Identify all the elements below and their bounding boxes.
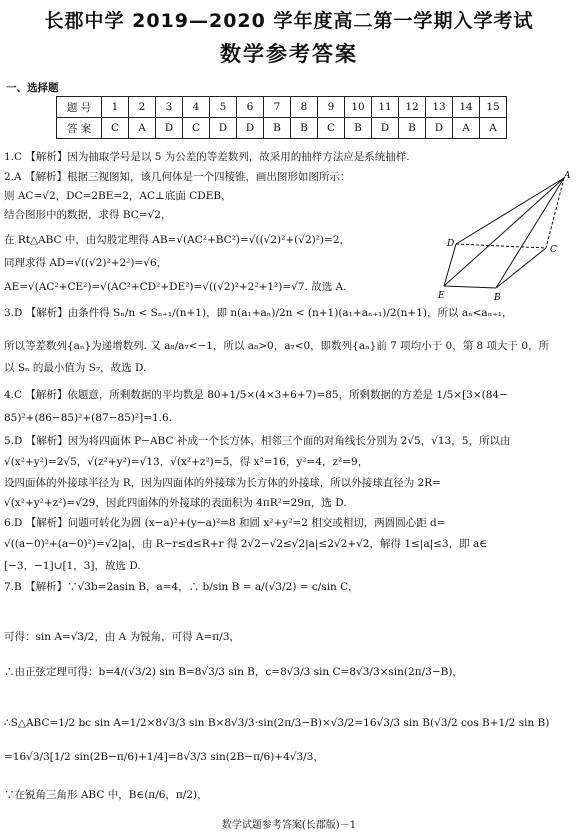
solution-line: √((a−0)²+(a−0)²)=√2|a|，由 R−r≤d≤R+r 得 2√2−√2≤√2|a|≤2√2+√2，解得 1≤|a|≤3，即 a∈ xyxy=(4,538,487,550)
solution-line: 所以等差数列{aₙ}为递增数列. 又 a₈/a₇<−1，所以 a₈>0，a₇<0，即数列{aₙ}前 7 项均小于 0，第 8 项大于 0，所 xyxy=(4,340,550,352)
exam-title: 长郡中学 2019—2020 学年度高二第一学期入学考试 xyxy=(44,10,534,32)
solution-line: 则 AC=√2，DC=2BE=2，AC⊥底面 CDEB， xyxy=(4,190,232,202)
row-label: 题 号 xyxy=(57,97,102,118)
question-number: 1 xyxy=(102,97,129,118)
solution-line: 7.B 【解析】∵√3b=2asin B，a=4，∴ b/sin B = a/(√3/2) = c/sin C， xyxy=(4,581,359,593)
question-number: 15 xyxy=(480,97,507,118)
solution-line: 2.A 【解析】根据三视图知，该几何体是一个四棱锥，画出图形如图所示： xyxy=(4,171,351,183)
solution-line: ∵在锐角三角形 ABC 中，B∈(π/6，π/2)， xyxy=(4,789,208,801)
answer-cell: B xyxy=(399,118,426,139)
answer-cell: C xyxy=(183,118,210,139)
solution-line: 以 Sₙ 的最小值为 S₇，故选 D. xyxy=(4,362,147,374)
question-number: 11 xyxy=(372,97,399,118)
answer-cell: D xyxy=(426,118,453,139)
answer-row xyxy=(57,118,507,139)
vertex-label-E: E xyxy=(438,291,445,301)
answer-cell: D xyxy=(237,118,264,139)
question-number: 5 xyxy=(210,97,237,118)
solution-line: 设四面体的外接球半径为 R，因为四面体的外接球为长方体的外接球，所以外接球直径为 2R= xyxy=(4,477,441,489)
answer-table xyxy=(56,96,507,139)
answer-cell: C xyxy=(318,118,345,139)
question-number: 2 xyxy=(129,97,156,118)
answer-cell: B xyxy=(345,118,372,139)
page-footer: 数学试题参考答案(长郡版)－1 xyxy=(221,820,357,831)
answer-cell: B xyxy=(291,118,318,139)
vertex-label-A: A xyxy=(564,171,571,181)
solution-line: 在 Rt△ABC 中，由勾股定理得 AB=√(AC²+BC²)=√((√2)²+(√2)²)=2， xyxy=(4,234,351,246)
solution-line: ∴S△ABC=1/2 bc sin A=1/2×8√3/3 sin B×8√3/3·sin(2π/3−B)×√3/2=16√3/3 sin B(√3/2 cos B+1/2 sin B) xyxy=(4,717,550,729)
solution-line: ∴由正弦定理可得：b=4/(√3/2) sin B=8√3/3 sin B，c=8√3/3 sin C=8√3/3×sin(2π/3−B)， xyxy=(4,666,463,678)
question-number: 8 xyxy=(291,97,318,118)
solution-line: 同理求得 AD=√((√2)²+2²)=√6， xyxy=(4,257,168,269)
solution-line: 5.D 【解析】因为将四面体 P−ABC 补成一个长方体，相邻三个面的对角线长分别为 2√5，√13，5，所以由 xyxy=(4,435,511,447)
vertex-label-D: D xyxy=(447,239,455,249)
solution-line: 4.C 【解析】依题意，所剩数据的平均数是 80+1/5×(4×3+6+7)=85，所剩数据的方差是 1/5×[3×(84− xyxy=(4,389,508,401)
answer-cell: D xyxy=(372,118,399,139)
solution-line: 1.C 【解析】因为抽取学号是以 5 为公差的等差数列，故采用的抽样方法应是系统抽样. xyxy=(4,151,410,163)
pyramid-figure xyxy=(438,168,574,304)
row-label: 答 案 xyxy=(57,118,102,139)
solution-line: 可得：sin A=√3/2，由 A 为锐角，可得 A=π/3， xyxy=(4,631,240,643)
question-number-row xyxy=(57,97,507,118)
solution-line: 3.D 【解析】由条件得 Sₙ/n < Sₙ₊₁/(n+1)，即 n(a₁+aₙ)/2n < (n+1)(a₁+aₙ₊₁)/2(n+1)，所以 aₙ<aₙ₊₁， xyxy=(4,307,513,319)
answer-key-title: 数学参考答案 xyxy=(220,42,358,66)
question-number: 14 xyxy=(453,97,480,118)
answer-cell: C xyxy=(102,118,129,139)
question-number: 3 xyxy=(156,97,183,118)
answer-cell: D xyxy=(156,118,183,139)
section-heading: 一、选择题 xyxy=(6,82,59,94)
answer-cell: D xyxy=(210,118,237,139)
solution-line: AE=√(AC²+CE²)=√(AC²+CD²+DE²)=√((√2)²+2²+1²)=√7. 故选 A. xyxy=(4,281,347,293)
vertex-label-B: B xyxy=(494,293,501,303)
solution-line: √(x²+y²)=2√5，√(z²+y²)=√13，√(x²+z²)=5，得 x²=16，y²=4，z²=9， xyxy=(4,456,369,468)
answer-cell: B xyxy=(264,118,291,139)
answer-cell: A xyxy=(480,118,507,139)
question-number: 6 xyxy=(237,97,264,118)
question-number: 7 xyxy=(264,97,291,118)
solution-line: [−3，−1]∪[1，3]，故选 D. xyxy=(4,560,141,572)
question-number: 13 xyxy=(426,97,453,118)
question-number: 9 xyxy=(318,97,345,118)
question-number: 10 xyxy=(345,97,372,118)
question-number: 12 xyxy=(399,97,426,118)
question-number: 4 xyxy=(183,97,210,118)
solution-line: =16√3/3[1/2 sin(2B−π/6)+1/4]=8√3/3 sin(2B−π/6)+4√3/3， xyxy=(4,751,324,763)
solution-line: 结合图形中的数据，求得 BC=√2， xyxy=(4,209,172,221)
answer-cell: A xyxy=(129,118,156,139)
solution-line: 85)²+(86−85)²+(87−85)²]=1.6. xyxy=(4,412,173,424)
solution-line: √(x²+y²+z²)=√29，因此四面体的外接球的表面积为 4πR²=29π，选 D. xyxy=(4,497,347,509)
solution-line: 6.D 【解析】问题可转化为圆 (x−a)²+(y−a)²=8 和圆 x²+y²=2 相交或相切，两圆圆心距 d= xyxy=(4,517,446,529)
vertex-label-C: C xyxy=(550,245,557,255)
answer-cell: A xyxy=(453,118,480,139)
